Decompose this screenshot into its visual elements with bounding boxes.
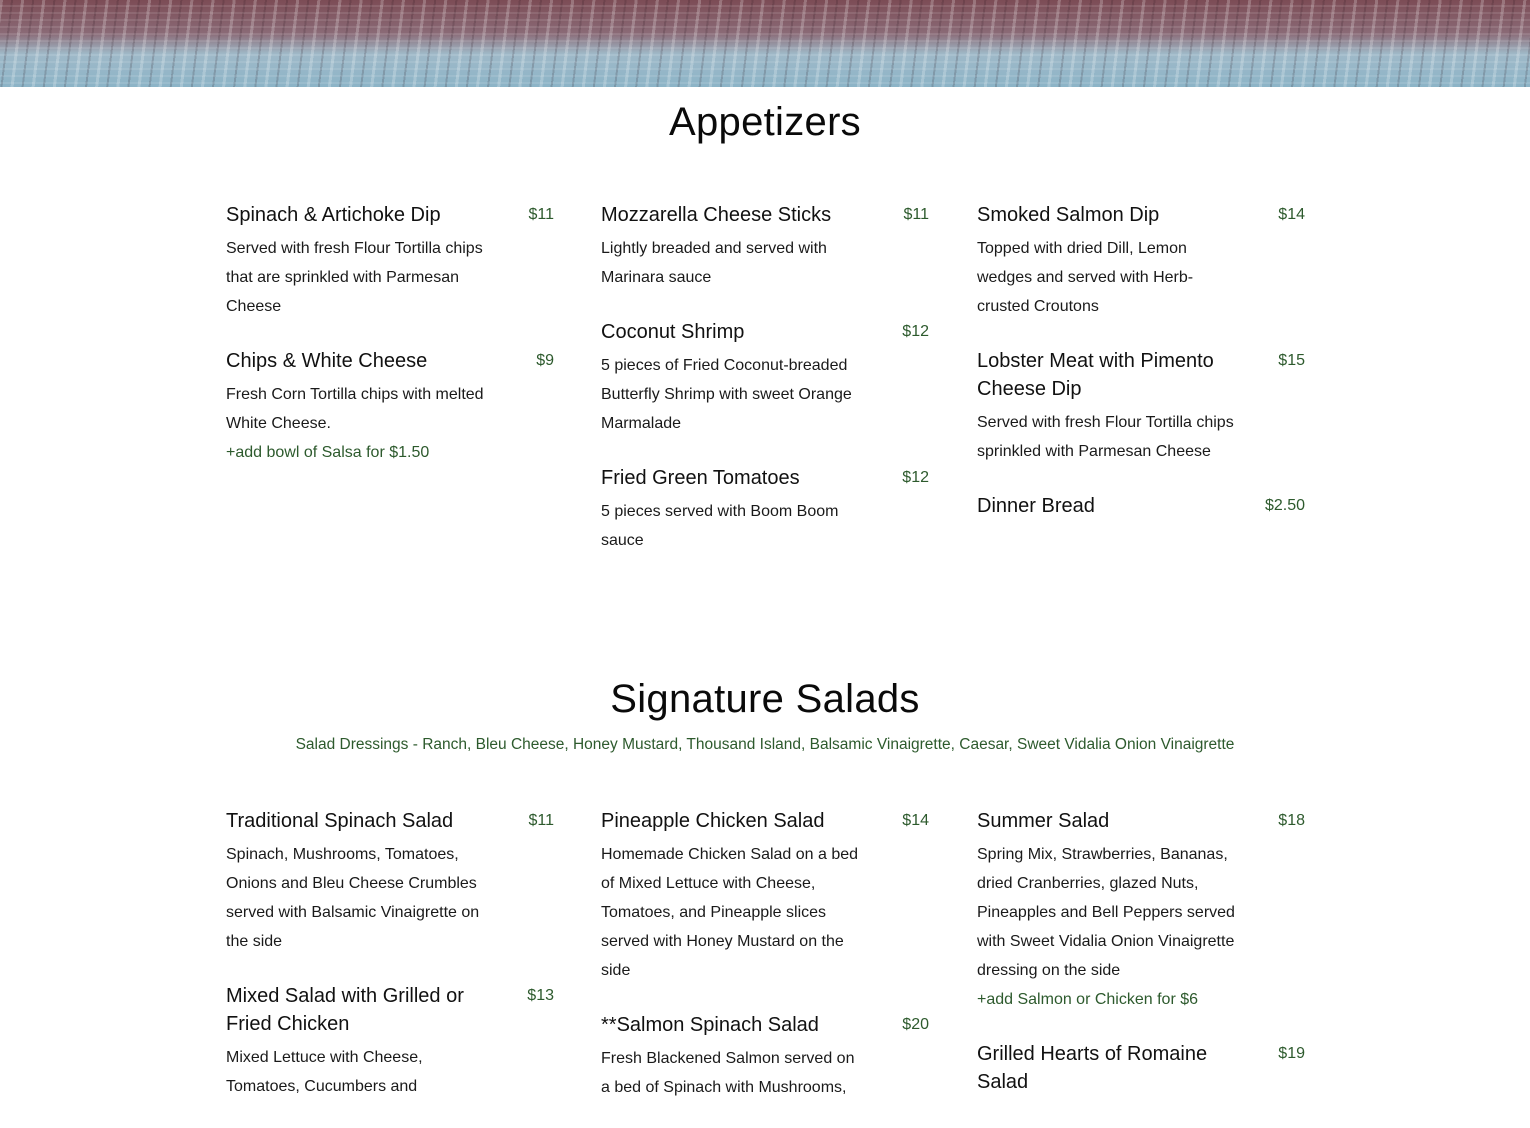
item-description: 5 pieces served with Boom Boom sauce: [601, 503, 839, 549]
item-price: $12: [902, 469, 929, 486]
item-price: $9: [536, 352, 554, 369]
item-name: Summer Salad: [977, 810, 1110, 832]
item-price: $11: [528, 206, 554, 223]
item-price: $13: [527, 987, 554, 1004]
item-name: Spinach & Artichoke Dip: [226, 204, 441, 226]
item-name: Traditional Spinach Salad: [226, 810, 454, 832]
item-description: Spring Mix, Strawberries, Bananas, dried Cranberries, glazed Nuts, Pineapples and Bell Peppers served with Sweet Vidalia Onion Vinaigrette dressing on the side: [977, 846, 1235, 979]
item-name: **Salmon Spinach Salad: [601, 1014, 819, 1036]
salads-column-3: [977, 807, 1305, 1122]
item-description: 5 pieces of Fried Coconut-breaded Butterfly Shrimp with sweet Orange Marmalade: [601, 357, 852, 432]
appetizers-column-1: [226, 201, 554, 493]
menu-item: [226, 982, 554, 1101]
salads-title: Signature Salads: [610, 677, 920, 721]
item-description: Fresh Corn Tortilla chips with melted White Cheese.: [226, 386, 484, 432]
menu-item: [977, 1040, 1305, 1096]
menu-item: [226, 201, 554, 321]
item-name: Mozzarella Cheese Sticks: [601, 204, 832, 226]
item-price: $11: [903, 206, 929, 223]
item-price: $14: [902, 812, 929, 829]
item-name: Fried Green Tomatoes: [601, 467, 800, 489]
appetizers-title: Appetizers: [669, 100, 861, 144]
banner-texture: [0, 0, 1530, 87]
item-description: Mixed Lettuce with Cheese, Tomatoes, Cucumbers and: [226, 1049, 423, 1095]
item-price: $18: [1278, 812, 1305, 829]
menu-item: [977, 201, 1305, 321]
item-description: Served with fresh Flour Tortilla chips that are sprinkled with Parmesan Cheese: [226, 240, 483, 315]
menu-item: [977, 807, 1305, 1014]
item-description: Fresh Blackened Salmon served on a bed of Spinach with Mushrooms,: [601, 1050, 855, 1096]
item-addon: +add bowl of Salsa for $1.50: [226, 444, 430, 461]
item-price: $2.50: [1264, 497, 1305, 514]
appetizers-column-3: [977, 201, 1305, 546]
item-price: $12: [902, 323, 929, 340]
item-name: Mixed Salad with Grilled or Fried Chicken: [226, 985, 464, 1035]
header-banner-image: [0, 0, 1530, 87]
item-name: Coconut Shrimp: [601, 321, 745, 343]
item-price: $19: [1278, 1045, 1305, 1062]
menu-item: [977, 347, 1305, 466]
appetizers-column-2: [601, 201, 929, 581]
salads-column-1: [226, 807, 554, 1127]
item-price: $14: [1278, 206, 1305, 223]
item-description: Served with fresh Flour Tortilla chips sprinkled with Parmesan Cheese: [977, 414, 1234, 460]
item-name: Smoked Salmon Dip: [977, 204, 1160, 226]
salad-dressings-note: Salad Dressings - Ranch, Bleu Cheese, Honey Mustard, Thousand Island, Balsamic Vinaigrette, Caesar, Sweet Vidalia Onion Vinaigrette: [295, 736, 1235, 753]
item-description: Lightly breaded and served with Marinara sauce: [601, 240, 827, 286]
salads-column-2: [601, 807, 929, 1128]
item-price: $11: [528, 812, 554, 829]
item-name: Pineapple Chicken Salad: [601, 810, 825, 832]
item-name: Dinner Bread: [977, 495, 1095, 517]
item-name: Grilled Hearts of Romaine Salad: [977, 1043, 1208, 1093]
item-addon: +add Salmon or Chicken for $6: [977, 991, 1199, 1008]
menu-item: [601, 807, 929, 985]
item-description: Spinach, Mushrooms, Tomatoes, Onions and Bleu Cheese Crumbles served with Balsamic Vinaigrette on the side: [226, 846, 480, 950]
menu-item: [601, 201, 929, 292]
item-price: $15: [1278, 352, 1305, 369]
menu-item: [226, 807, 554, 956]
item-description: Topped with dried Dill, Lemon wedges and served with Herb-crusted Croutons: [977, 240, 1194, 315]
menu-item: [601, 1011, 929, 1102]
menu-item: [226, 347, 554, 467]
menu-item: [601, 464, 929, 555]
item-price: $20: [902, 1016, 929, 1033]
menu-item: [977, 492, 1305, 520]
item-name: Lobster Meat with Pimento Cheese Dip: [977, 350, 1214, 400]
item-name: Chips & White Cheese: [226, 350, 428, 372]
menu-item: [601, 318, 929, 438]
item-description: Homemade Chicken Salad on a bed of Mixed Lettuce with Cheese, Tomatoes, and Pineapple slices served with Honey Mustard on the side: [601, 846, 859, 979]
